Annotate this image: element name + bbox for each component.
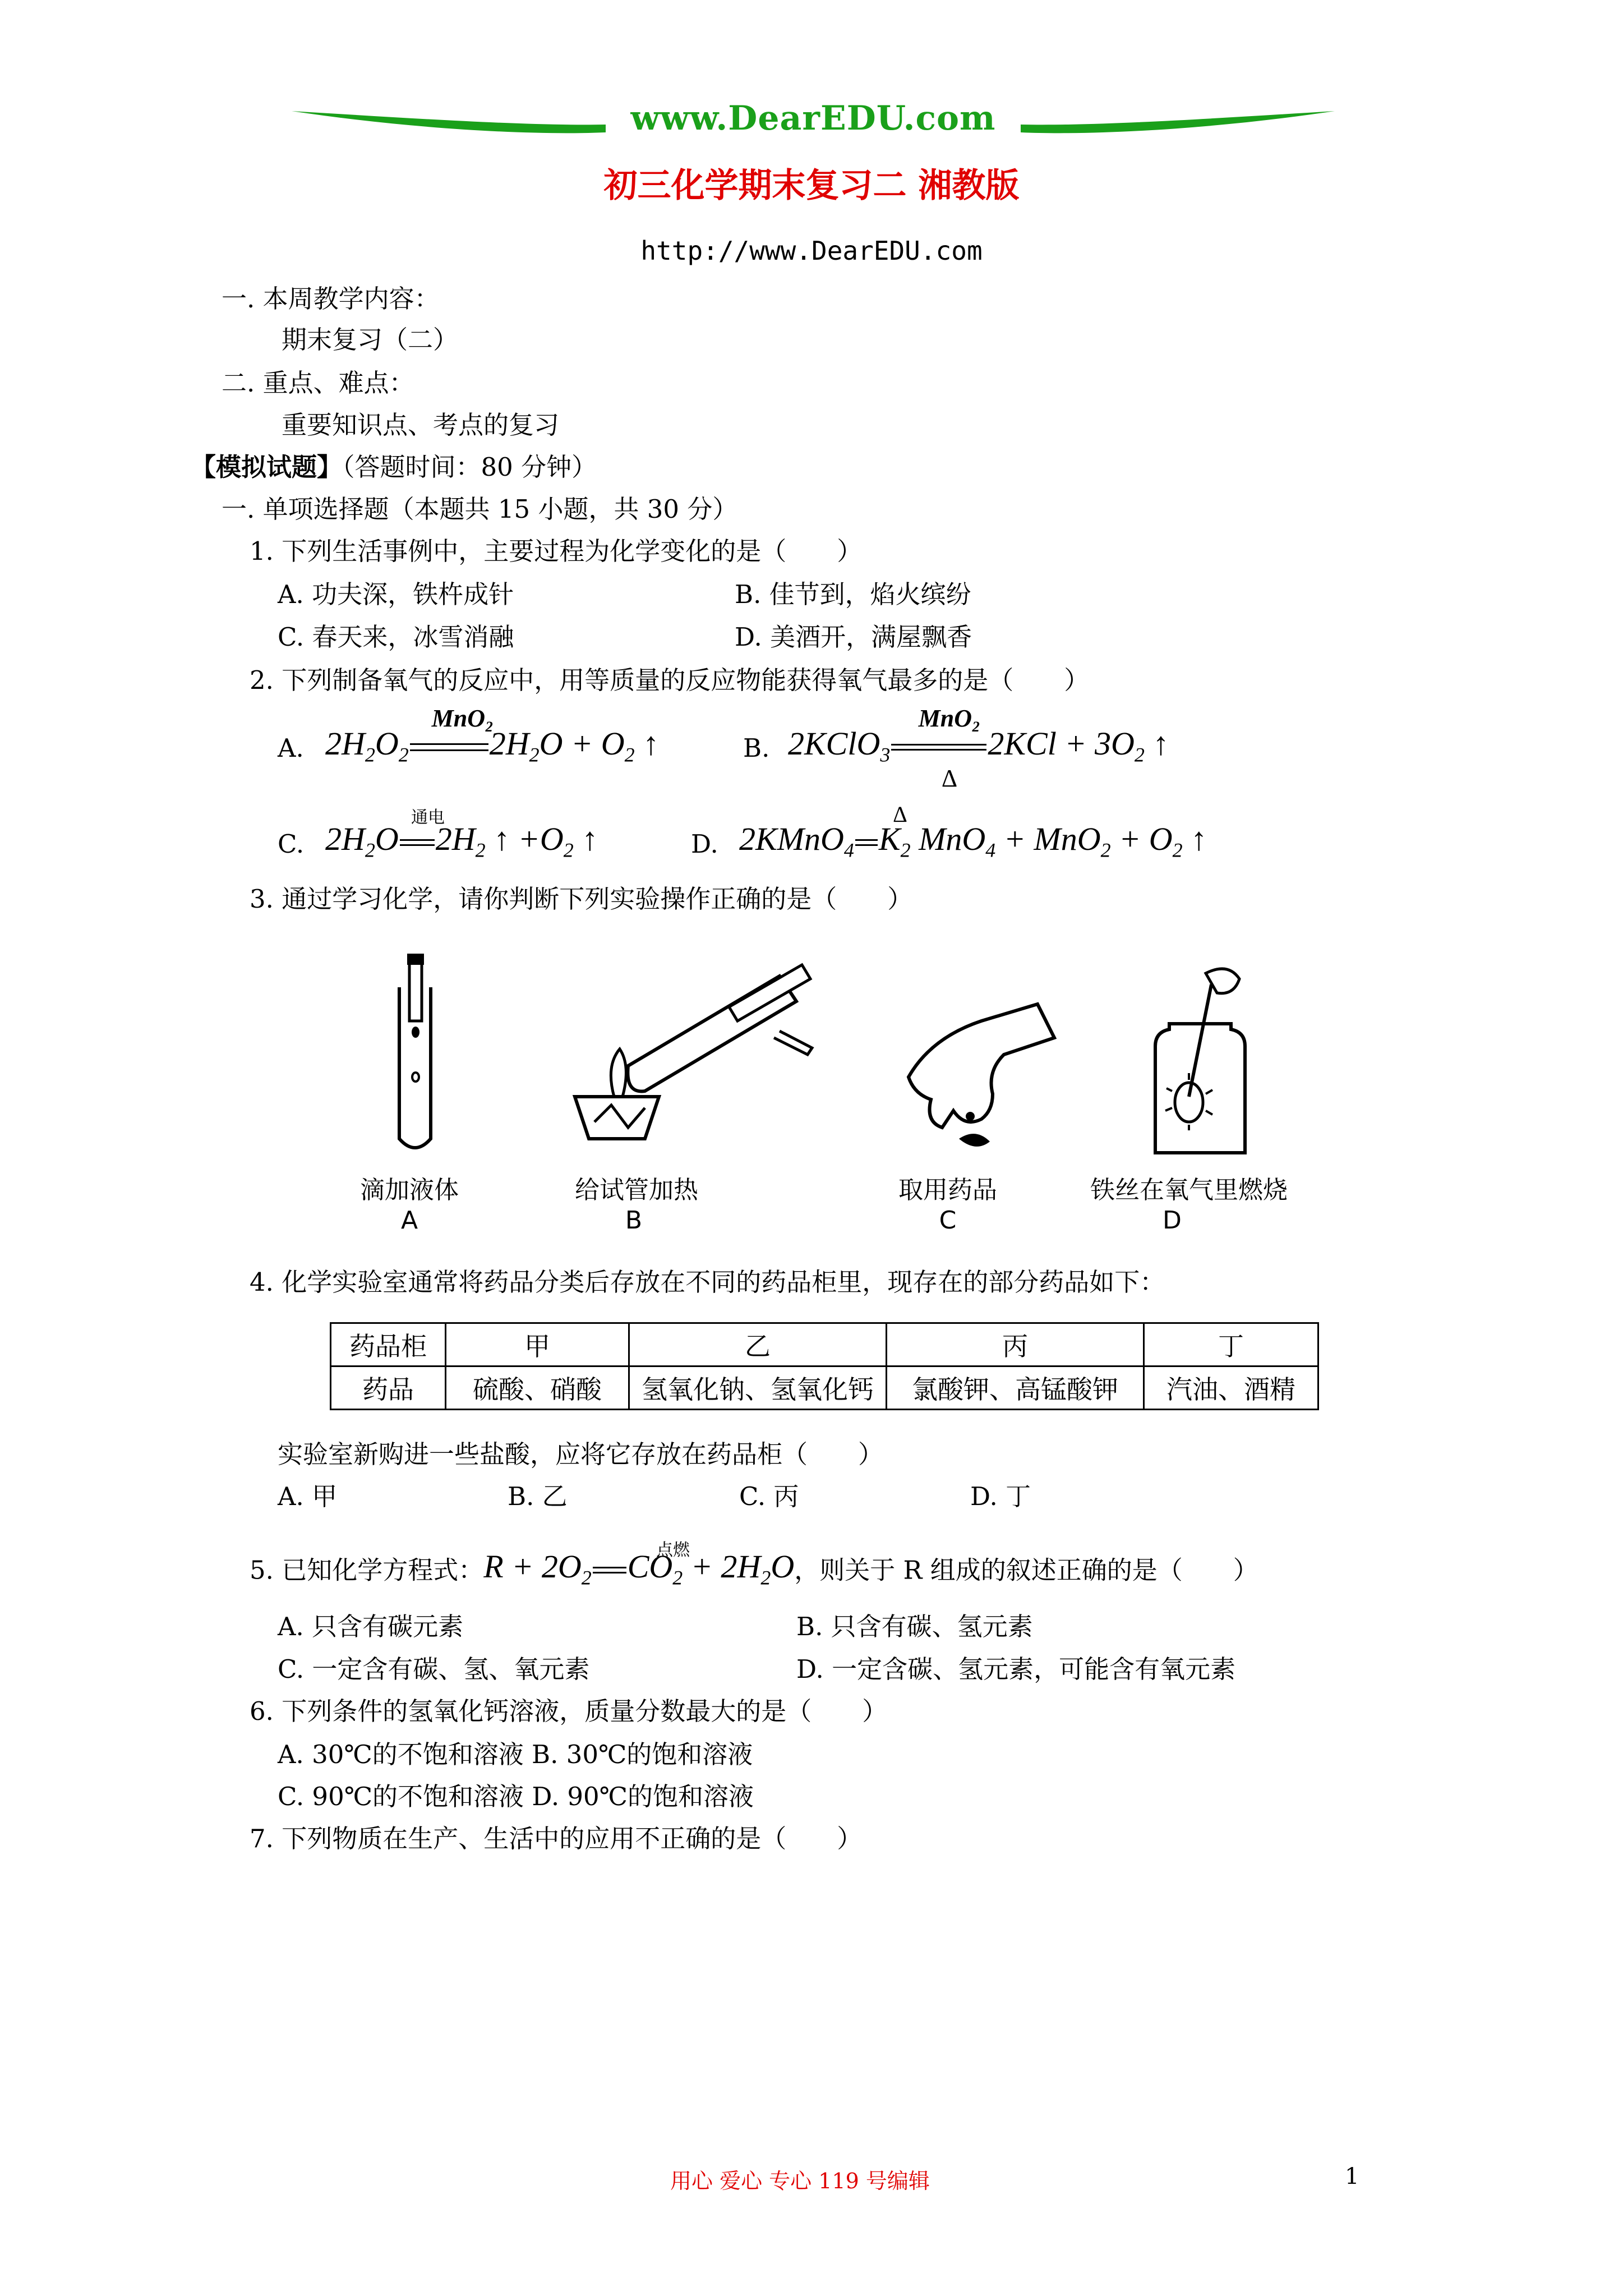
iron-wire-burning-drawing [1127, 962, 1273, 1161]
q1-option-d: D. 美酒开，满屋飘香 [735, 622, 972, 652]
q2-a-condition: MnO₂ [431, 705, 494, 732]
q3-figure-a [365, 954, 465, 1161]
q3-figure-b [561, 954, 819, 1161]
q4-follow-up: 实验室新购进一些盐酸，应将它存放在药品柜（ ） [278, 1439, 884, 1469]
q3-figure-d [1127, 962, 1273, 1161]
reagent-cabinet-table [330, 1322, 1319, 1410]
q2-equation-a: $2H_2O_2$ $2H_2O + O_2$ ↑ [325, 725, 660, 766]
q2-equation-b: 2KClO$_3$ $2KCl + 3O_2$ ↑ [788, 725, 1169, 766]
q4-option-b: B. 乙 [508, 1481, 568, 1511]
section-1-heading: 一. 本周教学内容： [222, 284, 440, 314]
table-header-cell: 乙 [629, 1323, 887, 1366]
q2-equation-d: 2KMnO$_4$ $K_2$ $MnO_4 + MnO_2 + O_2$ ↑ [739, 821, 1207, 862]
q2-option-b-label: B. [743, 733, 770, 763]
test-tube-dropper-drawing [365, 954, 465, 1161]
header-logo [292, 95, 1335, 157]
q3-caption-c: 取用药品 [898, 1176, 997, 1204]
q2-d-condition: Δ [893, 802, 907, 827]
q5-option-d: D. 一定含碳、氢元素，可能含有氧元素 [796, 1654, 1236, 1684]
q4-stem: 4. 化学实验室通常将药品分类后存放在不同的药品柜里，现存在的部分药品如下： [250, 1267, 1165, 1297]
q2-c-condition: 通电 [411, 808, 445, 827]
q2-option-a-label: A. [278, 733, 304, 763]
q2-b-condition-top: MnO₂ [918, 705, 981, 732]
section-1-body: 期末复习（二） [282, 325, 459, 355]
hand-taking-reagent-drawing [897, 999, 1060, 1161]
mock-title-bold: 【模拟试题】 [191, 452, 343, 482]
q4-option-a: A. 甲 [278, 1481, 338, 1511]
q4-option-d: D. 丁 [970, 1481, 1031, 1511]
q1-option-c: C. 春天来，冰雪消融 [278, 622, 514, 652]
table-cell: 汽油、酒精 [1144, 1366, 1318, 1410]
q3-stem: 3. 通过学习化学，请你判断下列实验操作正确的是（ ） [250, 884, 913, 914]
q6-stem: 6. 下列条件的氢氧化钙溶液，质量分数最大的是（ ） [250, 1696, 888, 1726]
logo-text: www.DearEDU.com [630, 99, 996, 138]
page-url[interactable]: http://www.DearEDU.com [640, 236, 983, 266]
table-header-cell: 药品柜 [331, 1323, 446, 1366]
table-header-row [331, 1323, 1318, 1366]
part-1-heading: 一. 单项选择题（本题共 15 小题，共 30 分） [222, 494, 738, 524]
q5-option-b: B. 只含有碳、氢元素 [796, 1612, 1033, 1641]
page-title: 初三化学期末复习二 湘教版 [603, 166, 1020, 205]
q3-letter-a: A [400, 1206, 418, 1235]
q7-stem: 7. 下列物质在生产、生活中的应用不正确的是（ ） [250, 1824, 863, 1853]
q2-option-c-label: C. [278, 829, 305, 859]
q5-option-c: C. 一定含有碳、氢、氧元素 [278, 1654, 590, 1684]
heating-test-tube-drawing [561, 954, 819, 1161]
q6-options-ab: A. 30℃的不饱和溶液 B. 30℃的饱和溶液 [278, 1740, 753, 1769]
q5-stem-post: ，则关于 R 组成的叙述正确的是（ ） [794, 1555, 1258, 1585]
q2-equation-c: $2H_2O$ $2H_2$ ↑ $+O_2$ ↑ [325, 821, 598, 862]
table-cell: 药品 [331, 1366, 446, 1410]
footer-text: 用心 爱心 专心 119 号编辑 [670, 2169, 930, 2193]
table-row [331, 1366, 1318, 1410]
q6-options-cd: C. 90℃的不饱和溶液 D. 90℃的饱和溶液 [278, 1782, 754, 1811]
q3-figure-c [897, 999, 1060, 1161]
q1-option-b: B. 佳节到，焰火缤纷 [735, 579, 971, 609]
table-cell: 硫酸、硝酸 [446, 1366, 629, 1410]
q2-option-d-label: D. [691, 829, 718, 859]
q3-caption-b: 给试管加热 [575, 1176, 698, 1204]
q5-option-a: A. 只含有碳元素 [278, 1612, 464, 1641]
table-header-cell: 丁 [1144, 1323, 1318, 1366]
q1-stem: 1. 下列生活事例中，主要过程为化学变化的是（ ） [250, 536, 863, 566]
q3-caption-a: 滴加液体 [360, 1176, 459, 1204]
section-2-heading: 二. 重点、难点： [222, 368, 414, 398]
q4-option-c: C. 丙 [739, 1481, 799, 1511]
section-2-body: 重要知识点、考点的复习 [282, 410, 560, 440]
table-cell: 氯酸钾、高锰酸钾 [887, 1366, 1144, 1410]
q5-condition: 点燃 [656, 1540, 690, 1560]
mock-time: （答题时间：80 分钟） [342, 452, 597, 482]
q2-stem: 2. 下列制备氧气的反应中，用等质量的反应物能获得氧气最多的是（ ） [250, 665, 1090, 695]
table-header-cell: 甲 [446, 1323, 629, 1366]
table-header-cell: 丙 [887, 1323, 1144, 1366]
q5-equation: $R + 2O_2$ $CO_2 + 2H_2O$ [483, 1548, 795, 1589]
page-number: 1 [1345, 2164, 1359, 2189]
mock-test-title [191, 452, 597, 483]
q5-stem-pre: 5. 已知化学方程式： [250, 1555, 484, 1585]
q2-b-condition-bottom: Δ [941, 765, 958, 792]
table-cell: 氢氧化钠、氢氧化钙 [629, 1366, 887, 1410]
q3-caption-d: 铁丝在氧气里燃烧 [1090, 1176, 1288, 1204]
q3-letter-d: D [1163, 1206, 1182, 1235]
q3-letter-c: C [939, 1206, 957, 1235]
q3-letter-b: B [625, 1206, 643, 1235]
q1-option-a: A. 功夫深，铁杵成针 [278, 579, 514, 609]
